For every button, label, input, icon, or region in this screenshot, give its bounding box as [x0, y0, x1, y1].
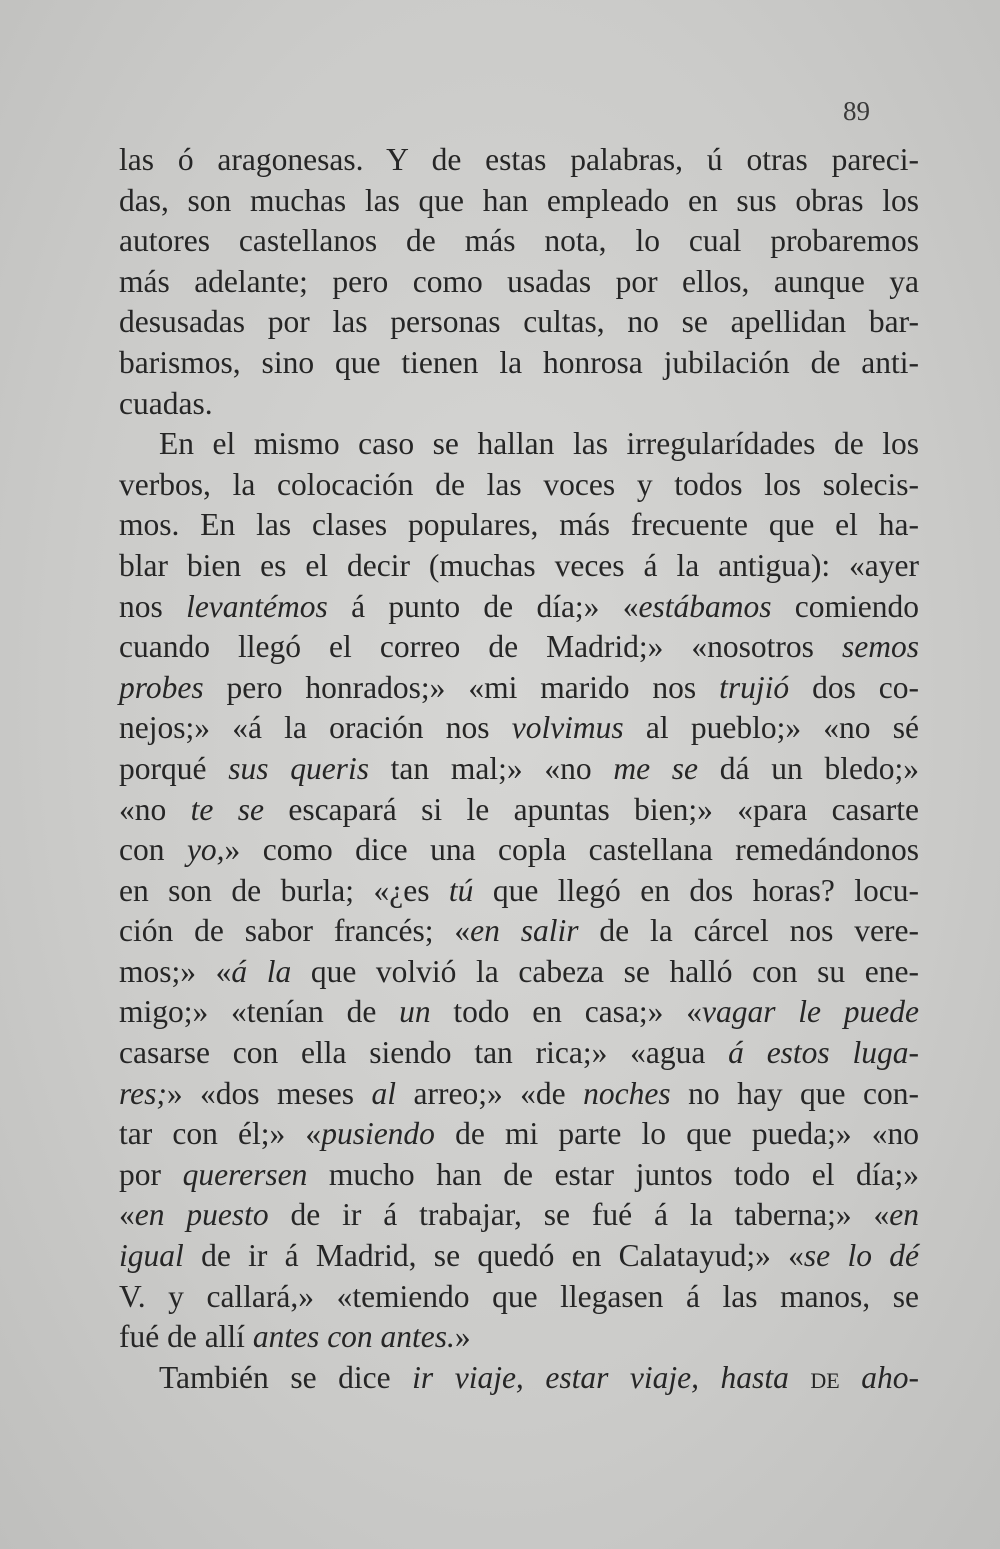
italic-text: volvimus	[511, 710, 624, 746]
text-line	[119, 1236, 919, 1277]
text-segment: nos	[119, 588, 187, 624]
text-segment: mos;» «	[119, 953, 232, 989]
text-line	[119, 181, 919, 222]
italic-text: yo,	[186, 832, 225, 868]
italic-text: tú	[448, 872, 474, 908]
text-segment: las ó aragonesas. Y de estas palabras, ú otras pareci-	[119, 142, 919, 177]
text-segment: En el mismo caso se hallan las irregularídades de los	[159, 426, 919, 462]
text-segment: »	[454, 1319, 471, 1355]
text-segment: de	[810, 1359, 840, 1395]
text-segment: porqué	[119, 750, 229, 786]
italic-text: te se	[190, 791, 264, 827]
text-segment: nejos;» «á la oración nos	[119, 710, 512, 746]
text-segment: de ir á Madrid, se quedó en Calatayud;» «	[183, 1238, 804, 1274]
text-segment: todo en casa;» «	[430, 994, 702, 1030]
text-segment: barismos, sino que tienen la honrosa jubilación de anti-	[119, 344, 919, 380]
text-segment: mos. En las clases populares, más frecuente que el ha-	[119, 507, 919, 543]
text-segment: de mi parte lo que pueda;» «no	[434, 1116, 919, 1152]
italic-text: levantémos	[186, 588, 328, 624]
text-line	[119, 1277, 919, 1318]
body-text	[119, 140, 919, 1398]
text-line	[119, 1155, 919, 1196]
text-segment: con	[119, 832, 187, 868]
italic-text: noches	[583, 1075, 671, 1111]
italic-text: á estos luga-	[728, 1035, 919, 1071]
italic-text: antes con antes.	[252, 1319, 455, 1355]
text-line	[119, 911, 919, 952]
italic-text: en puesto	[134, 1197, 269, 1233]
text-line	[119, 505, 919, 546]
text-line	[119, 546, 919, 587]
text-segment: escapará si le apuntas bien;» «para casarte	[263, 791, 920, 827]
text-segment: «no	[119, 791, 191, 827]
text-line	[119, 587, 919, 628]
text-segment: mucho han de estar juntos todo el día;»	[307, 1156, 919, 1192]
text-line	[119, 465, 919, 506]
text-segment: por	[119, 1156, 183, 1192]
text-segment: dá un bledo;»	[698, 750, 919, 786]
text-line	[119, 708, 919, 749]
italic-text: se lo dé	[803, 1238, 919, 1274]
text-segment: pero honrados;» «mi marido nos	[203, 669, 720, 705]
text-segment: no hay que con-	[670, 1075, 919, 1111]
text-line	[119, 952, 919, 993]
text-segment: tan mal;» «no	[368, 750, 614, 786]
italic-text: ir viaje, estar viaje, hasta	[412, 1359, 789, 1395]
text-segment: dos co-	[789, 669, 919, 705]
italic-text: aho-	[861, 1359, 920, 1395]
italic-text: pusiendo	[321, 1116, 435, 1152]
text-segment: que volvió la cabeza se halló con su ene-	[291, 953, 919, 989]
text-segment: ción de sabor francés; «	[119, 913, 471, 949]
text-segment: casarse con ella siendo tan rica;» «agua	[119, 1035, 729, 1071]
text-segment	[789, 1360, 811, 1395]
text-segment: desusadas por las personas cultas, no se apellidan bar-	[119, 304, 919, 340]
text-segment: También se dice	[159, 1359, 413, 1395]
italic-text: semos	[842, 629, 919, 665]
text-segment: cuando llegó el correo de Madrid;» «nosotros	[119, 629, 842, 665]
text-segment: autores castellanos de más nota, lo cual probaremos	[119, 223, 919, 259]
text-line	[119, 992, 919, 1033]
text-line	[119, 1358, 919, 1399]
text-line	[119, 343, 919, 384]
text-line	[119, 1074, 919, 1115]
text-segment: comiendo	[771, 588, 919, 624]
italic-text: probes	[119, 669, 204, 705]
text-line	[119, 749, 919, 790]
text-line	[119, 262, 919, 303]
text-segment: migo;» «tenían de	[119, 994, 400, 1030]
italic-text: trujió	[719, 669, 790, 705]
text-line	[119, 424, 919, 465]
italic-text: en salir	[470, 913, 579, 949]
text-line	[119, 1195, 919, 1236]
italic-text: á la	[231, 953, 292, 989]
text-segment: en son de burla; «¿es	[119, 872, 449, 908]
text-segment: » «dos meses	[166, 1075, 372, 1111]
text-segment: cuadas.	[119, 385, 213, 421]
text-segment: de ir á trabajar, se fué á la taberna;» «	[268, 1197, 890, 1233]
text-segment: al pueblo;» «no sé	[623, 710, 919, 746]
text-line	[119, 627, 919, 668]
text-segment: tar con él;» «	[119, 1116, 322, 1152]
text-segment: que llegó en dos horas? locu-	[473, 872, 919, 908]
italic-text: querersen	[182, 1156, 308, 1192]
italic-text: en	[889, 1197, 919, 1233]
text-line	[119, 1317, 919, 1358]
text-line	[119, 1033, 919, 1074]
text-line	[119, 871, 919, 912]
italic-text: un	[399, 994, 431, 1030]
text-line	[119, 302, 919, 343]
text-line	[119, 221, 919, 262]
text-segment: blar bien es el decir (muchas veces á la antigua): «ayer	[119, 547, 919, 583]
italic-text: al	[371, 1075, 397, 1111]
text-segment: » como dice una copla castellana remedándonos	[224, 832, 919, 868]
text-line	[119, 384, 919, 425]
text-segment: de la cárcel nos vere-	[578, 913, 919, 949]
text-segment: das, son muchas las que han empleado en sus obras los	[119, 182, 919, 218]
text-line	[119, 668, 919, 709]
italic-text: me se	[613, 750, 699, 786]
text-line	[119, 1114, 919, 1155]
text-line	[119, 830, 919, 871]
text-segment: más adelante; pero como usadas por ellos, aunque ya	[119, 263, 919, 299]
text-segment: verbos, la colocación de las voces y todos los solecis-	[119, 466, 919, 502]
italic-text: igual	[119, 1238, 184, 1274]
text-segment: V. y callará,» «temiendo que llegasen á las manos, se	[119, 1278, 919, 1314]
italic-text: vagar le puede	[701, 994, 919, 1030]
text-segment: «	[119, 1197, 135, 1233]
text-segment	[840, 1360, 862, 1395]
text-segment: fué de allí	[119, 1319, 253, 1355]
text-segment: arreo;» «de	[396, 1075, 584, 1111]
italic-text: estábamos	[638, 588, 772, 624]
italic-text: res;	[119, 1075, 167, 1111]
page-number: 89	[843, 96, 870, 126]
text-line	[119, 140, 919, 181]
italic-text: sus queris	[228, 750, 369, 786]
text-line	[119, 790, 919, 831]
text-segment: á punto de día;» «	[327, 588, 639, 624]
